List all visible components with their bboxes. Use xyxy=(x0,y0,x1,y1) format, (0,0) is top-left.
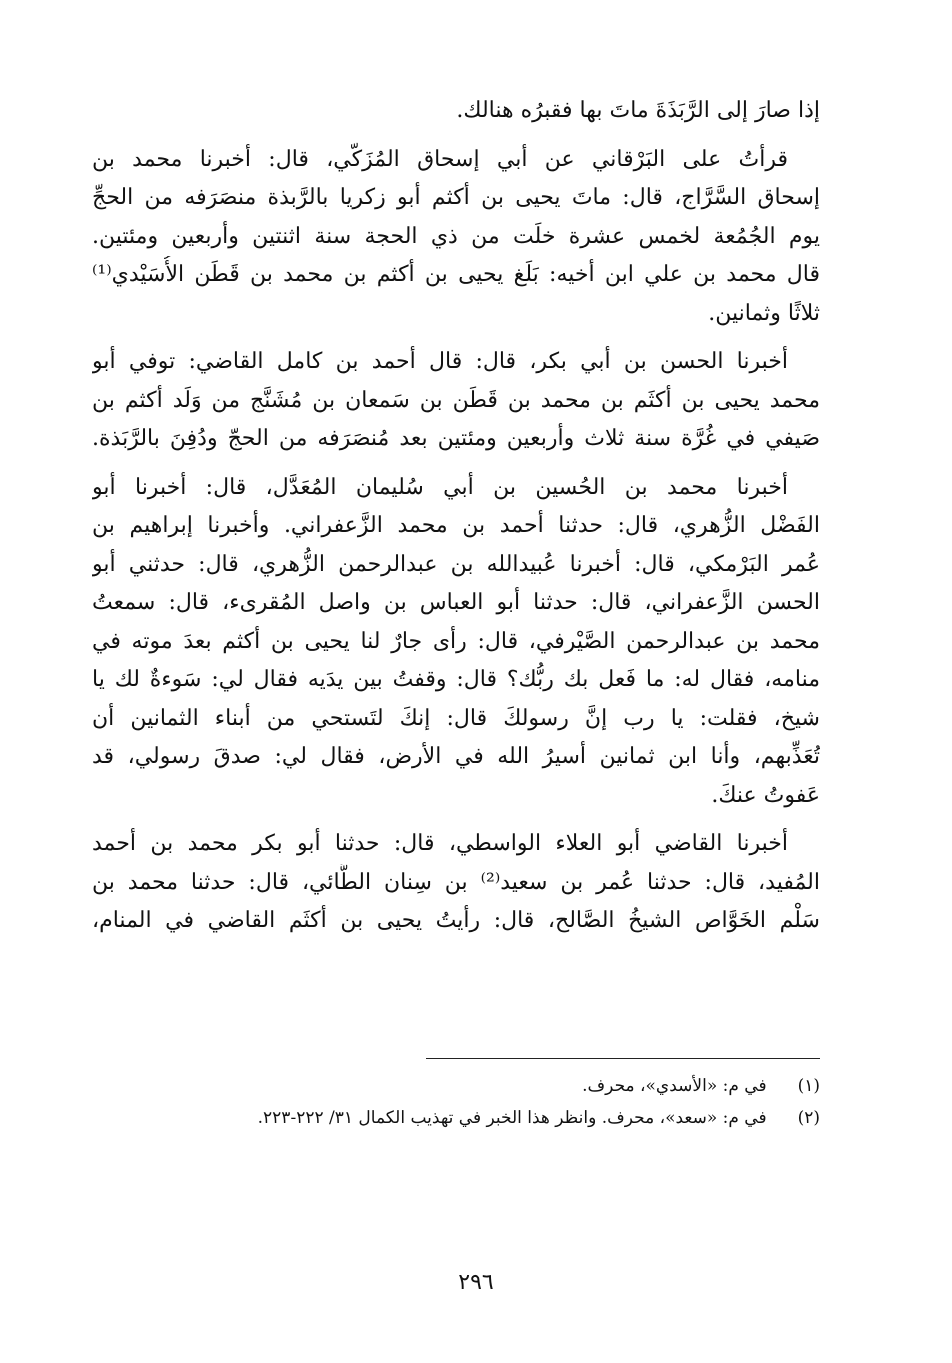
footnote-text: في م: «سعد»، محرف. وانظر هذا الخبر في تهذيب الكمال ٣١/ ٢٢٢-٢٢٣. xyxy=(257,1108,767,1128)
text-line: عُمر البَرْمكي، قال: أخبرنا عُبيدالله بن عبدالرحمن الزُّهري، قال: حدثني أبو xyxy=(92,551,820,577)
text-line: يوم الجُمُعة لخمس عشرة خلَت من ذي الحجة سنة اثنتين وأربعين ومئتين. xyxy=(92,223,820,249)
paragraph-5 xyxy=(92,825,820,941)
text-line: أخبرنا الحسن بن أبي بكر، قال: قال أحمد بن كامل القاضي: توفي أبو xyxy=(92,349,788,374)
text-line: ثلاثًا وثمانين. xyxy=(708,300,820,326)
text-line: الفَضْل الزُّهري، قال: حدثنا أحمد بن محمد الزَّعفراني. وأخبرنا إبراهيم بن xyxy=(92,513,820,538)
text-line: تُعَذِّبهم، وأنا ابن ثمانين أسيرُ الله في الأرض، فقال لي: صدقَ رسولي، قد xyxy=(92,744,820,769)
text-line: الحسن الزَّعفراني، قال: حدثنا أبو العباس بن واصل المُقرىء، قال: سمعتُ xyxy=(92,590,820,615)
footnote-number: (٢) xyxy=(797,1108,820,1128)
footnote-separator xyxy=(426,1058,820,1059)
paragraph-3 xyxy=(92,343,820,459)
text-line: صَيفي في غُرَّة سنة ثلاث وأربعين ومئتين بعد مُنصَرَفه من الحجّ ودُفِنَ بالرَّبَذة. xyxy=(92,426,820,451)
paragraph-2 xyxy=(92,141,820,334)
footnote-number: (١) xyxy=(797,1076,820,1096)
footnotes xyxy=(92,1070,820,1134)
text-line: عَفوتُ عنكَ. xyxy=(711,782,820,808)
text-line: قرأتُ على البَرْقاني عن أبي إسحاق المُزَكّي، قال: أخبرنا محمد بن xyxy=(92,146,788,172)
paragraph-1 xyxy=(92,92,820,131)
main-text xyxy=(92,92,820,951)
text-line: أخبرنا القاضي أبو العلاء الواسطي، قال: حدثنا أبو بكر محمد بن أحمد xyxy=(92,831,788,856)
text-line: إسحاق السَّرَّاج، قال: ماتَ يحيى بن أكثم أبو زكريا بالرَّبذة منصَرَفه من الحجِّ xyxy=(92,185,820,210)
text-line: شيخ، فقلت: يا رب إنَّ رسولكَ قال: إنكَ لتَستحي من أبناء الثمانين أن xyxy=(92,705,820,731)
text-line: منامه، فقال له: ما فَعل بك ربُّك؟ قال: وقفتُ بين يدَيه فقال لي: سَوءةٌ لك يا xyxy=(92,667,820,692)
text-line: قال محمد بن علي ابن أخيه: بَلَغ يحيى بن أكثم بن محمد بن قَطَن الأُسَيْدي⁽¹⁾ xyxy=(92,262,820,287)
paragraph-4 xyxy=(92,469,820,816)
text-line: محمد يحيى بن أكثَم بن محمد بن قَطَن بن سَمعان بن مُشَنَّج من وَلَد أكثم بن xyxy=(92,387,820,413)
footnote-text: في م: «الأسدي»، محرف. xyxy=(582,1076,767,1096)
footnote-2 xyxy=(92,1102,820,1134)
text-line: أخبرنا محمد بن الحُسين بن أبي سُليمان المُعَدَّل، قال: أخبرنا أبو xyxy=(92,474,788,500)
text-line: سَلْم الخَوَّاص الشيخُ الصَّالح، قال: رأيتُ يحيى بن أكثَم القاضي في المنام، xyxy=(92,908,820,933)
text-line: إذا صارَ إلى الرَّبَذَةَ ماتَ بها فقبرُه هنالك. xyxy=(456,98,820,123)
footnote-1 xyxy=(92,1070,820,1102)
text-line: محمد بن عبدالرحمن الصَّيْرفي، قال: رأى جارٌ لنا يحيى بن أكثم بعدَ موته في xyxy=(92,628,820,654)
page-number: ٢٩٦ xyxy=(458,1270,494,1295)
text-line: المُفيد، قال: حدثنا عُمر بن سعيد⁽²⁾ بن سِنان الطَّائي، قال: حدثنا محمد بن xyxy=(92,869,820,895)
